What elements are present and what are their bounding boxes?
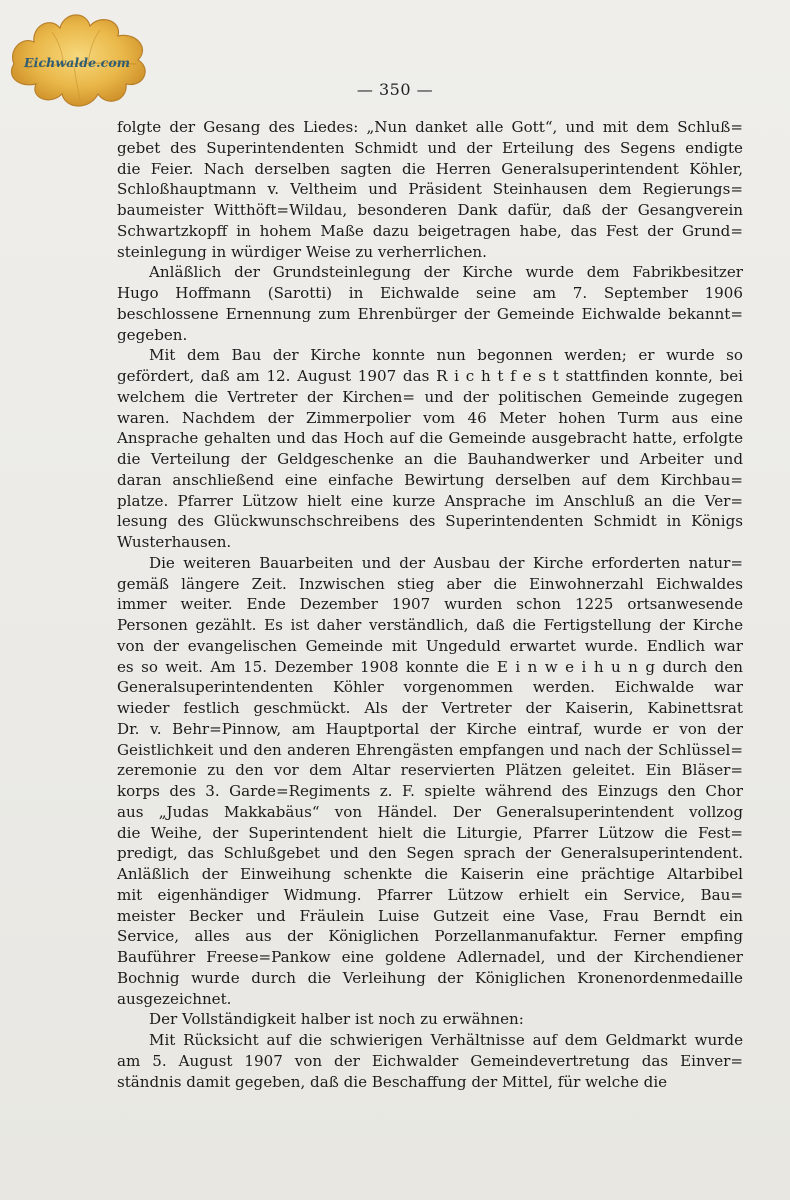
text-line: welchem die Vertreter der Kirchen= und der politischen Gemeinde zugegen bbox=[117, 387, 743, 406]
text-line: folgte der Gesang des Liedes: „Nun danket alle Gott“, und mit dem Schluß= bbox=[117, 118, 743, 136]
text-line: Die weiteren Bauarbeiten und der Ausbau der Kirche erforderten natur= bbox=[149, 553, 743, 572]
text-line: gebet des Superintendenten Schmidt und der Erteilung des Segens endigte bbox=[117, 138, 743, 157]
text-line: korps des 3. Garde=Regiments z. F. spielte während des Einzugs den Chor bbox=[117, 782, 743, 800]
text-line: aus „Judas Makkabäus“ von Händel. Der Generalsuperintendent vollzog bbox=[117, 802, 743, 821]
paragraph bbox=[117, 1030, 743, 1092]
text-line: gefördert, daß am 12. August 1907 das R i c h t f e s t stattfinden konnte, bei bbox=[117, 367, 743, 385]
text-line: die Feier. Nach derselben sagten die Herren Generalsuperintendent Köhler, bbox=[117, 159, 743, 178]
paragraph bbox=[117, 345, 743, 553]
text-line: Der Vollständigkeit halber ist noch zu erwähnen: bbox=[149, 1010, 524, 1029]
logo-text: Eichwalde.com bbox=[24, 55, 131, 70]
text-line: predigt, das Schlußgebet und den Segen sprach der Generalsuperintendent. bbox=[117, 844, 743, 863]
text-line: Dr. v. Behr=Pinnow, am Hauptportal der Kirche eintraf, wurde er von der bbox=[117, 719, 743, 738]
paragraph bbox=[117, 553, 743, 1010]
text-line: immer weiter. Ende Dezember 1907 wurden schon 1225 ortsanwesende bbox=[117, 595, 743, 614]
text-line: es so weit. Am 15. Dezember 1908 konnte die E i n w e i h u n g durch den bbox=[117, 657, 743, 676]
text-line: von der evangelischen Gemeinde mit Ungeduld erwartet wurde. Endlich war bbox=[117, 636, 743, 655]
page-number: — 350 — bbox=[356, 80, 434, 99]
paragraph bbox=[117, 262, 743, 345]
text-line: meister Becker und Fräulein Luise Gutzeit eine Vase, Frau Berndt ein bbox=[117, 906, 743, 925]
text-line: Mit dem Bau der Kirche konnte nun begonnen werden; er wurde so bbox=[149, 346, 743, 365]
text-line: Wusterhausen. bbox=[117, 533, 232, 551]
text-line: wieder festlich geschmückt. Als der Vertreter der Kaiserin, Kabinettsrat bbox=[117, 699, 743, 717]
text-line: steinlegung in würdiger Weise zu verherrlichen. bbox=[117, 242, 487, 261]
text-line: Geistlichkeit und den anderen Ehrengästen empfangen und nach der Schlüssel= bbox=[117, 740, 743, 759]
text-line: am 5. August 1907 von der Eichwalder Gemeindevertretung das Einver= bbox=[117, 1051, 743, 1070]
paragraph bbox=[117, 117, 743, 262]
text-line: Personen gezählt. Es ist daher verständlich, daß die Fertigstellung der Kirche bbox=[117, 616, 743, 634]
text-line: mit eigenhändiger Widmung. Pfarrer Lützow erhielt ein Service, Bau= bbox=[117, 885, 743, 904]
text-line: zeremonie zu den vor dem Altar reservierten Plätzen geleitet. Ein Bläser= bbox=[117, 761, 743, 780]
text-line: Mit Rücksicht auf die schwierigen Verhältnisse auf dem Geldmarkt wurde bbox=[149, 1031, 743, 1049]
text-line: gegeben. bbox=[117, 325, 188, 344]
text-line: gemäß längere Zeit. Inzwischen stieg aber die Einwohnerzahl Eichwaldes bbox=[117, 574, 743, 593]
text-line: beschlossene Ernennung zum Ehrenbürger der Gemeinde Eichwalde bekannt= bbox=[117, 304, 743, 323]
text-line: Schloßhauptmann v. Veltheim und Präsident Steinhausen dem Regierungs= bbox=[117, 180, 743, 199]
text-line: lesung des Glückwunschschreibens des Superintendenten Schmidt in Königs bbox=[117, 512, 743, 531]
text-line: Bauführer Freese=Pankow eine goldene Adlernadel, und der Kirchendiener bbox=[117, 948, 743, 966]
text-line: Hugo Hoffmann (Sarotti) in Eichwalde seine am 7. September 1906 bbox=[117, 284, 743, 302]
text-line: Anläßlich der Einweihung schenkte die Kaiserin eine prächtige Altarbibel bbox=[117, 865, 743, 883]
text-line: platze. Pfarrer Lützow hielt eine kurze Ansprache im Anschluß an die Ver= bbox=[117, 491, 743, 510]
text-line: ausgezeichnet. bbox=[117, 989, 232, 1008]
text-line: Generalsuperintendenten Köhler vorgenommen werden. Eichwalde war bbox=[117, 678, 743, 697]
text-line: Anläßlich der Grundsteinlegung der Kirche wurde dem Fabrikbesitzer bbox=[149, 263, 743, 282]
text-line: waren. Nachdem der Zimmerpolier vom 46 Meter hohen Turm aus eine bbox=[117, 408, 743, 427]
text-line: baumeister Witthöft=Wildau, besonderen Dank dafür, daß der Gesangverein bbox=[117, 201, 743, 219]
paragraph bbox=[117, 1009, 743, 1030]
text-line: die Weihe, der Superintendent hielt die Liturgie, Pfarrer Lützow die Fest= bbox=[117, 823, 743, 842]
text-line: daran anschließend eine einfache Bewirtung derselben auf dem Kirchbau= bbox=[117, 470, 743, 489]
body-text bbox=[117, 117, 743, 1092]
text-line: Schwartzkopff in hohem Maße dazu beigetragen habe, das Fest der Grund= bbox=[117, 221, 743, 240]
text-line: die Verteilung der Geldgeschenke an die Bauhandwerker und Arbeiter und bbox=[117, 450, 743, 468]
text-line: ständnis damit gegeben, daß die Beschaffung der Mittel, für welche die bbox=[117, 1072, 668, 1091]
text-line: Ansprache gehalten und das Hoch auf die Gemeinde ausgebracht hatte, erfolgte bbox=[117, 429, 743, 448]
text-line: Service, alles aus der Königlichen Porzellanmanufaktur. Ferner empfing bbox=[117, 927, 743, 946]
text-line: Bochnig wurde durch die Verleihung der Königlichen Kronenordenmedaille bbox=[117, 968, 743, 987]
